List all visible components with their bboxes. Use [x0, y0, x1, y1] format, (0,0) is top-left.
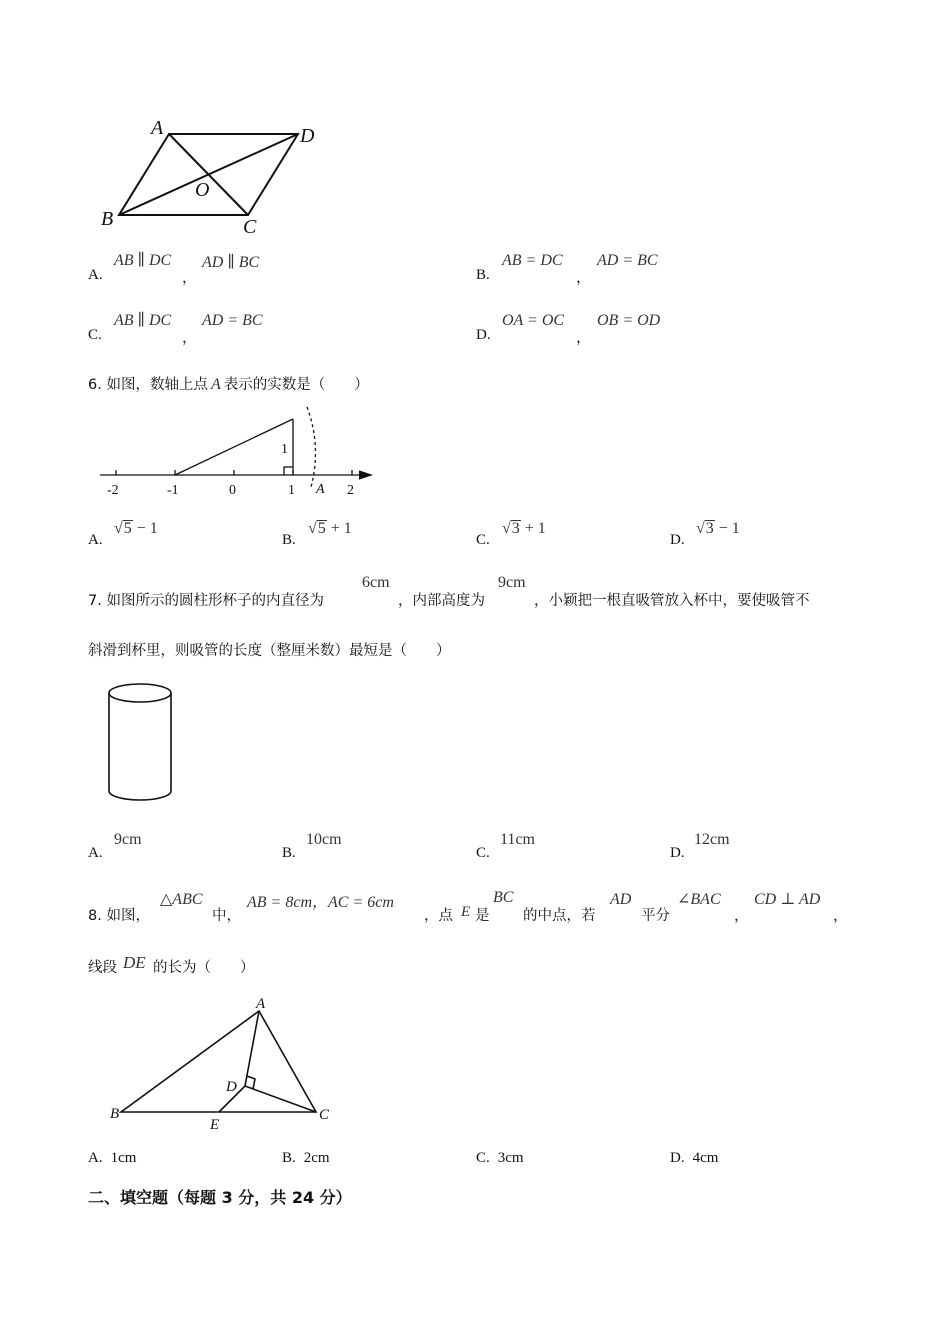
- q6-stem-post: 表示的实数是（ ）: [223, 377, 369, 393]
- q7-stem-line2: 斜滑到杯里，则吸管的长度（整厘米数）最短是（ ）: [88, 643, 451, 659]
- option-math: AD = BC: [597, 252, 658, 269]
- q8-comma: ，: [833, 908, 849, 924]
- q5-option-d[interactable]: [476, 310, 836, 346]
- q5-option-c[interactable]: [88, 310, 448, 346]
- q8-stem-line2-b: 的长为（ ）: [153, 960, 255, 976]
- q7-cylinder-figure: [102, 680, 178, 808]
- q8-label-d: D: [226, 1079, 237, 1095]
- q7-stem-line1-a: 7. 如图所示的圆柱形杯子的内直径为: [88, 593, 324, 609]
- q5-label-o: O: [195, 179, 210, 201]
- q7-option-a[interactable]: [88, 831, 268, 863]
- q5-option-b[interactable]: [476, 250, 836, 286]
- option-letter: B.: [282, 532, 296, 548]
- q6-stem-var: A: [210, 376, 221, 393]
- option-value: 4cm: [692, 1150, 719, 1166]
- option-value: 11cm: [500, 831, 535, 848]
- q8-perpendicular: CD ⊥ AD: [754, 891, 821, 908]
- q8-stem-f: 平分: [641, 908, 670, 924]
- option-math: AB ∥ DC: [114, 252, 172, 269]
- section-2-heading: 二、填空题（每题 3 分，共 24 分）: [88, 1188, 352, 1207]
- option-value: 9cm: [114, 831, 142, 848]
- q8-angle-bac: ∠BAC: [677, 891, 721, 908]
- q8-stem-b: 中，: [212, 908, 241, 924]
- q6-point-a-label: A: [316, 482, 325, 497]
- option-value: 1cm: [110, 1150, 137, 1166]
- option-letter: C.: [88, 327, 102, 343]
- q8-option-a[interactable]: [88, 1149, 268, 1169]
- q6-tick-label: 2: [347, 483, 354, 498]
- q7-stem-line1-c: ，小颖把一根直吸管放入杯中，要使吸管不: [534, 593, 810, 609]
- q6-option-d[interactable]: [670, 520, 850, 550]
- option-rest: + 1: [520, 520, 546, 537]
- option-letter: B.: [282, 845, 296, 861]
- q8-stem-a: 8. 如图，: [88, 908, 150, 924]
- option-separator: ，: [182, 330, 198, 346]
- option-rest: + 1: [326, 520, 352, 537]
- q8-comma: ，: [734, 908, 750, 924]
- q5-label-a: A: [151, 117, 164, 139]
- q8-label-b: B: [110, 1106, 120, 1122]
- option-letter: D.: [670, 532, 685, 548]
- q7-option-b[interactable]: [282, 831, 462, 863]
- option-math: AD ∥ BC: [202, 254, 260, 271]
- q8-de: DE: [123, 953, 146, 972]
- q8-stem-e: 的中点，若: [523, 908, 596, 924]
- option-value: 3cm: [497, 1150, 524, 1166]
- q6-stem-pre: 6. 如图，数轴上点: [88, 377, 208, 393]
- q8-stem-line2-a: 线段: [88, 960, 117, 976]
- q7-option-d[interactable]: [670, 831, 850, 863]
- q6-tick-label: 0: [229, 483, 236, 498]
- q8-label-c: C: [319, 1107, 330, 1123]
- option-value: 10cm: [306, 831, 342, 848]
- q7-inner-height: 9cm: [498, 574, 526, 591]
- option-letter: C.: [476, 845, 490, 861]
- option-rest: − 1: [132, 520, 158, 537]
- option-math: AB ∥ DC: [114, 312, 172, 329]
- option-separator: ，: [576, 270, 592, 286]
- option-value: 2cm: [303, 1150, 330, 1166]
- q8-ad: AD: [610, 891, 632, 908]
- option-letter: D.: [476, 327, 491, 343]
- option-math: AD = BC: [202, 312, 263, 329]
- q8-label-e: E: [210, 1117, 220, 1133]
- q8-point-e: E: [461, 904, 471, 920]
- q8-triangle: △ABC: [160, 891, 203, 908]
- q8-triangle-figure: [104, 992, 344, 1137]
- option-value: 12cm: [694, 831, 730, 848]
- q6-option-c[interactable]: [476, 520, 656, 550]
- q8-bc: BC: [493, 889, 514, 906]
- q8-option-b[interactable]: [282, 1149, 462, 1169]
- radicand: 5: [123, 520, 132, 537]
- option-letter: A.: [88, 1150, 103, 1166]
- q6-option-b[interactable]: [282, 520, 462, 550]
- radicand: 3: [511, 520, 520, 537]
- q5-option-a[interactable]: [88, 250, 448, 286]
- q6-tick-label: -1: [167, 483, 179, 498]
- q6-tick-label: -2: [107, 483, 119, 498]
- option-letter: B.: [282, 1150, 296, 1166]
- q7-option-c[interactable]: [476, 831, 656, 863]
- q7-stem-line1-b: ，内部高度为: [398, 593, 485, 609]
- q8-option-c[interactable]: [476, 1149, 656, 1169]
- q5-parallelogram-figure: [95, 112, 335, 242]
- q8-option-d[interactable]: [670, 1149, 850, 1169]
- option-math: AB = DC: [502, 252, 563, 269]
- option-math: OB = OD: [597, 312, 661, 329]
- q6-number-line-figure: [95, 405, 385, 500]
- q5-label-c: C: [243, 216, 257, 238]
- q5-label-b: B: [101, 208, 114, 230]
- option-letter: A.: [88, 845, 103, 861]
- q6-question-stem: [88, 373, 369, 394]
- q6-option-a[interactable]: [88, 520, 268, 550]
- option-letter: B.: [476, 267, 490, 283]
- option-letter: C.: [476, 1150, 490, 1166]
- q6-tick-label: 1: [288, 483, 295, 498]
- radicand: 3: [705, 520, 714, 537]
- option-math: √5 + 1: [308, 520, 352, 537]
- q8-label-a: A: [256, 996, 266, 1012]
- option-separator: ，: [576, 330, 592, 346]
- q6-one-label: 1: [281, 442, 288, 457]
- q8-lengths: AB = 8cm，AC = 6cm: [247, 894, 394, 911]
- option-letter: A.: [88, 267, 103, 283]
- option-math: OA = OC: [502, 312, 565, 329]
- option-math: √3 + 1: [502, 520, 546, 537]
- option-separator: ，: [182, 270, 198, 286]
- option-letter: D.: [670, 1150, 685, 1166]
- q7-inner-diameter: 6cm: [362, 574, 390, 591]
- option-math: √3 − 1: [696, 520, 740, 537]
- option-letter: A.: [88, 532, 103, 548]
- radicand: 5: [317, 520, 326, 537]
- option-math: √5 − 1: [114, 520, 158, 537]
- option-rest: − 1: [714, 520, 740, 537]
- option-letter: D.: [670, 845, 685, 861]
- q8-stem-d: 是: [475, 908, 490, 924]
- q8-stem-c: ，点: [424, 908, 453, 924]
- q5-label-d: D: [300, 125, 315, 147]
- option-letter: C.: [476, 532, 490, 548]
